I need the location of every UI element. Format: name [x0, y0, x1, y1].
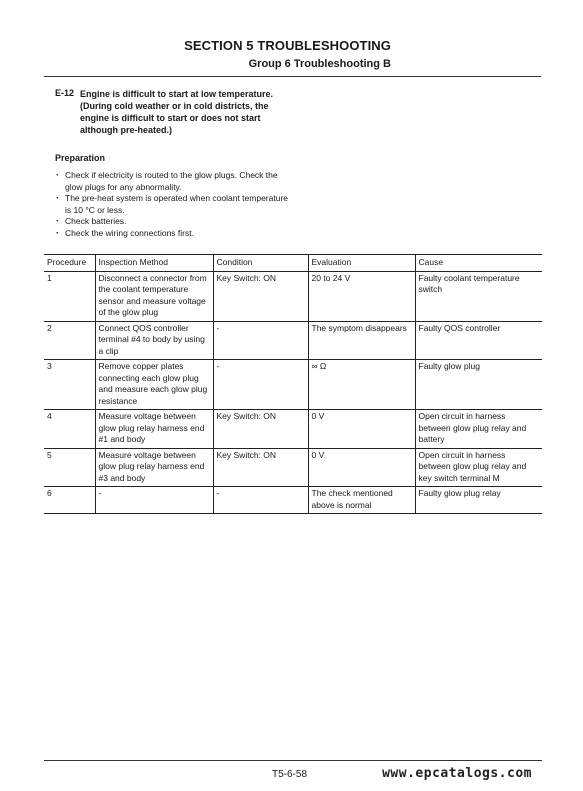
- cell-cause: Open circuit in harness between glow plug relay and battery: [415, 410, 542, 449]
- cell-condition: -: [213, 321, 308, 360]
- watermark: www.epcatalogs.com: [382, 766, 532, 781]
- bullet-icon: ・: [53, 227, 62, 238]
- cell-condition: Key Switch: ON: [213, 410, 308, 449]
- preparation-item: [53, 193, 293, 216]
- preparation-item-text: Check the wiring connections first.: [65, 227, 194, 238]
- cell-procedure: 3: [44, 360, 95, 410]
- page-number: T5-6-58: [272, 769, 308, 780]
- header-procedure: Procedure: [44, 255, 95, 272]
- bullet-icon: ・: [53, 170, 62, 180]
- group-title: Group 6 Troubleshooting B: [248, 58, 391, 70]
- table-header-row: [44, 255, 542, 272]
- bullet-icon: ・: [53, 193, 62, 203]
- cell-cause: Faulty glow plug: [415, 360, 542, 410]
- preparation-item-text: Check if electricity is routed to the glow plugs. Check the glow plugs for any abnormality.: [65, 170, 278, 192]
- cell-inspection-method: -: [95, 487, 213, 514]
- cell-evaluation: The symptom disappears: [308, 321, 415, 360]
- table-row: [44, 487, 542, 514]
- cell-cause: Faulty coolant temperature switch: [415, 271, 542, 321]
- cell-evaluation: 0 V: [308, 448, 415, 487]
- table-row: [44, 410, 542, 449]
- troubleshooting-table: [44, 254, 542, 514]
- cell-evaluation: The check mentioned above is normal: [308, 487, 415, 514]
- preparation-item: [53, 216, 293, 228]
- table-row: [44, 360, 542, 410]
- cell-procedure: 1: [44, 271, 95, 321]
- cell-inspection-method: Measure voltage between glow plug relay harness end #3 and body: [95, 448, 213, 487]
- cell-evaluation: 0 V: [308, 410, 415, 449]
- table-row: [44, 448, 542, 487]
- preparation-item: [53, 228, 293, 240]
- error-title: Engine is difficult to start at low temperature. (During cold weather or in cold districts, the engine is difficult to start or does not start although pre-heated.): [80, 89, 274, 135]
- header-evaluation: Evaluation: [308, 255, 415, 272]
- cell-evaluation: 20 to 24 V: [308, 271, 415, 321]
- cell-procedure: 4: [44, 410, 95, 449]
- cell-cause: Open circuit in harness between glow plug relay and key switch terminal M: [415, 448, 542, 487]
- section-title: SECTION 5 TROUBLESHOOTING: [184, 38, 391, 53]
- preparation-heading: Preparation: [55, 153, 106, 163]
- preparation-item-text: Check batteries.: [65, 216, 127, 226]
- header-condition: Condition: [213, 255, 308, 272]
- cell-cause: Faulty QOS controller: [415, 321, 542, 360]
- cell-condition: -: [213, 360, 308, 410]
- header-inspection-method: Inspection Method: [95, 255, 213, 272]
- cell-procedure: 5: [44, 448, 95, 487]
- cell-condition: -: [213, 487, 308, 514]
- cell-inspection-method: Remove copper plates connecting each glow plug and measure each glow plug resistance: [95, 360, 213, 410]
- cell-evaluation: ∞ Ω: [308, 360, 415, 410]
- bottom-divider: [44, 760, 542, 761]
- cell-condition: Key Switch: ON: [213, 271, 308, 321]
- cell-cause: Faulty glow plug relay: [415, 487, 542, 514]
- cell-inspection-method: Connect QOS controller terminal #4 to body by using a clip: [95, 321, 213, 360]
- cell-procedure: 2: [44, 321, 95, 360]
- header-cause: Cause: [415, 255, 542, 272]
- bullet-icon: ・: [53, 216, 62, 226]
- cell-procedure: 6: [44, 487, 95, 514]
- cell-inspection-method: Disconnect a connector from the coolant temperature sensor and measure voltage of the glow plug: [95, 271, 213, 321]
- cell-inspection-method: Measure voltage between glow plug relay harness end #1 and body: [95, 410, 213, 449]
- table-row: [44, 271, 542, 321]
- cell-condition: Key Switch: ON: [213, 448, 308, 487]
- preparation-item: [53, 170, 293, 193]
- error-code: E-12: [55, 88, 75, 98]
- preparation-list: [53, 170, 293, 239]
- top-divider: [44, 76, 541, 77]
- table-row: [44, 321, 542, 360]
- preparation-item-text: The pre-heat system is operated when coolant temperature is 10 °C or less.: [65, 193, 289, 215]
